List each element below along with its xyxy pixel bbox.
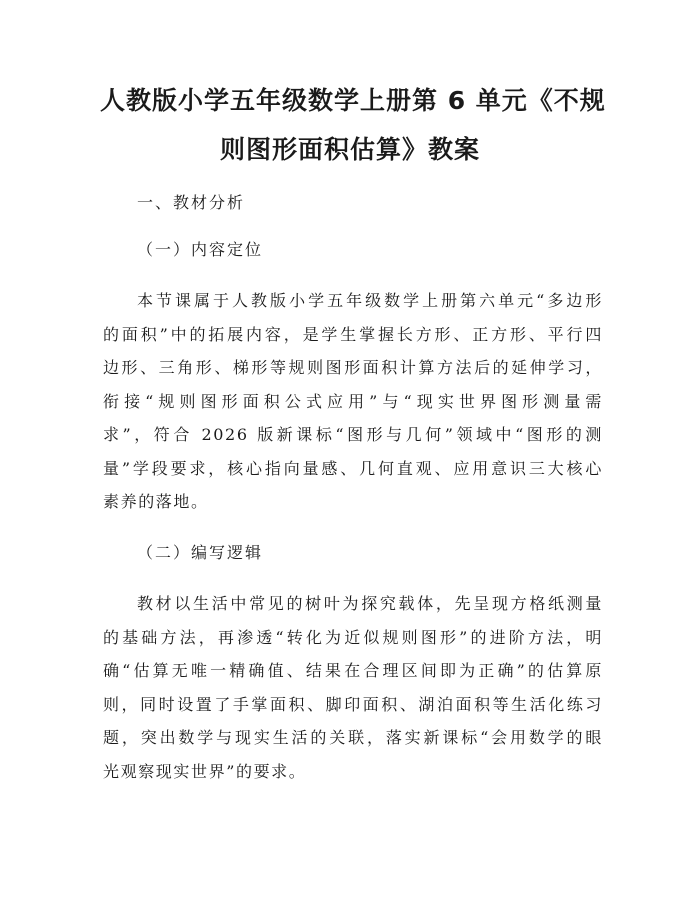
paragraph-line: 确“估算无唯一精确值、结果在合理区间即为正确”的估算原 (103, 661, 603, 680)
paragraph-line: 的基础方法，再渗透“转化为近似规则图形”的进阶方法，明 (103, 627, 603, 647)
document-title-line-1: 人教版小学五年级数学上册第 6 单元《不规 (100, 86, 606, 115)
paragraph-line: 教材以生活中常见的树叶为探究载体，先呈现方格纸测量 (137, 594, 603, 613)
paragraph-writing-logic (103, 587, 603, 788)
subsection-heading-content-positioning: （一）内容定位 (137, 240, 264, 259)
paragraph-line: 则，同时设置了手掌面积、脚印面积、湖泊面积等生活化练习 (103, 694, 603, 714)
paragraph-line: 光观察现实世界”的要求。 (103, 761, 307, 781)
paragraph-line: 本节课属于人教版小学五年级数学上册第六单元“多边形 (137, 291, 603, 310)
paragraph-line: 素养的落地。 (103, 492, 209, 511)
paragraph-line: 边形、三角形、梯形等规则图形面积计算方法后的延伸学习， (103, 358, 603, 377)
paragraph-line: 求”，符合 2026 版新课标“图形与几何”领域中“图形的测 (103, 425, 603, 444)
document-title-line-2: 则图形面积估算》教案 (219, 135, 480, 164)
paragraph-line: 量”学段要求，核心指向量感、几何直观、应用意识三大核心 (103, 458, 603, 478)
paragraph-line: 题，突出数学与现实生活的关联，落实新课标“会用数学的眼 (103, 728, 603, 747)
subsection-heading-writing-logic: （二）编写逻辑 (137, 543, 264, 562)
section-heading-textbook-analysis: 一、教材分析 (137, 193, 246, 212)
paragraph-content-positioning (103, 284, 603, 519)
paragraph-line: 衔接“规则图形面积公式应用”与“现实世界图形测量需 (103, 391, 603, 411)
paragraph-line: 的面积”中的拓展内容，是学生掌握长方形、正方形、平行四 (103, 324, 603, 344)
